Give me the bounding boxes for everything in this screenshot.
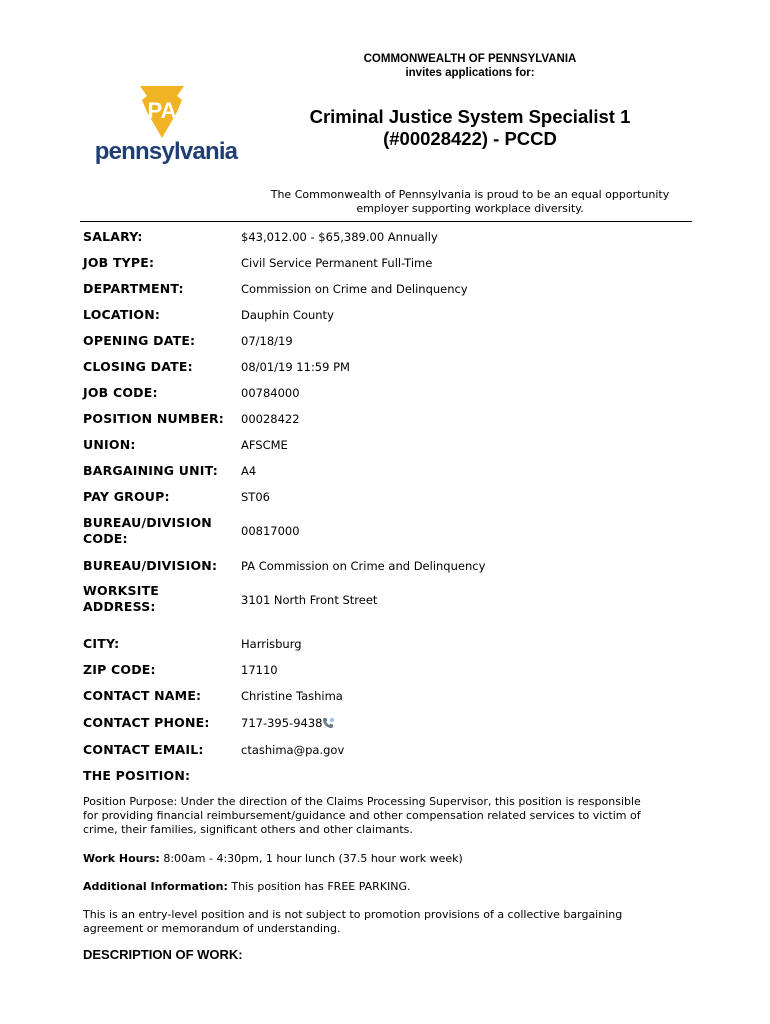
contact-phone-link[interactable]: 717-395-9438	[241, 716, 323, 730]
field-label: BUREAU/DIVISION:	[83, 558, 218, 573]
work-hours	[83, 852, 683, 866]
field-label-line1: WORKSITE	[83, 583, 160, 598]
additional-information	[83, 880, 683, 894]
job-title-line2: (#00028422) - PCCD	[383, 128, 557, 149]
field-value: Dauphin County	[241, 308, 334, 322]
field-label: BARGAINING UNIT:	[83, 463, 218, 478]
field-label	[83, 515, 235, 547]
job-title-line1: Criminal Justice System Specialist 1	[309, 106, 631, 127]
field-label	[83, 583, 235, 615]
field-label: UNION:	[83, 437, 136, 452]
eeo-line2: employer supporting workplace diversity.	[356, 202, 584, 215]
description-of-work-heading: DESCRIPTION OF WORK:	[83, 947, 243, 962]
position-purpose-line3: crime, their families, significant others and other claimants.	[83, 823, 413, 836]
header-line1: COMMONWEALTH OF PENNSYLVANIA	[363, 53, 577, 65]
field-value: Christine Tashima	[241, 689, 343, 703]
field-value: 07/18/19	[241, 334, 293, 348]
additional-information-value: This position has FREE PARKING.	[227, 880, 411, 893]
keystone-text: PA	[147, 98, 177, 123]
work-hours-label: Work Hours:	[83, 852, 160, 865]
field-label: CLOSING DATE:	[83, 359, 193, 374]
field-value: Civil Service Permanent Full-Time	[241, 256, 433, 270]
field-value: 08/01/19 11:59 PM	[241, 360, 350, 374]
field-label: CONTACT EMAIL:	[83, 742, 204, 757]
position-purpose	[83, 795, 683, 837]
entry-level-note-line1: This is an entry-level position and is not subject to promotion provisions of a collective bargaining	[83, 908, 623, 921]
field-value: 00817000	[241, 524, 300, 538]
field-label: LOCATION:	[83, 307, 161, 322]
header-intro	[250, 52, 690, 80]
pennsylvania-logo	[92, 84, 240, 170]
field-label: ZIP CODE:	[83, 662, 156, 677]
field-label: CONTACT PHONE:	[83, 715, 210, 730]
field-value-wrap	[241, 715, 334, 731]
work-hours-value: 8:00am - 4:30pm, 1 hour lunch (37.5 hour work week)	[159, 852, 463, 865]
field-value: PA Commission on Crime and Delinquency	[241, 559, 486, 573]
eeo-statement	[250, 188, 690, 216]
eeo-line1: The Commonwealth of Pennsylvania is proud to be an equal opportunity	[270, 188, 670, 201]
field-value: Commission on Crime and Delinquency	[241, 282, 468, 296]
field-label: POSITION NUMBER:	[83, 411, 224, 426]
field-label: JOB TYPE:	[83, 255, 155, 270]
position-purpose-line1: Position Purpose: Under the direction of the Claims Processing Supervisor, this position is responsible	[83, 795, 641, 808]
header-divider	[80, 221, 692, 222]
field-label: SALARY:	[83, 229, 143, 244]
header-line2: invites applications for:	[405, 67, 535, 79]
field-value: Harrisburg	[241, 637, 302, 651]
additional-information-label: Additional Information:	[83, 880, 228, 893]
field-value: 17110	[241, 663, 278, 677]
field-value: 00784000	[241, 386, 300, 400]
field-value: 3101 North Front Street	[241, 593, 378, 607]
phone-icon[interactable]	[322, 717, 334, 729]
field-label: PAY GROUP:	[83, 489, 170, 504]
field-value: AFSCME	[241, 438, 288, 452]
entry-level-note	[83, 908, 683, 936]
field-label: CONTACT NAME:	[83, 688, 202, 703]
position-heading: THE POSITION:	[83, 768, 191, 783]
field-value: 00028422	[241, 412, 300, 426]
field-label: JOB CODE:	[83, 385, 158, 400]
field-label: DEPARTMENT:	[83, 281, 184, 296]
job-title	[250, 106, 690, 150]
entry-level-note-line2: agreement or memorandum of understanding.	[83, 922, 341, 935]
field-label-line1: BUREAU/DIVISION	[83, 515, 212, 530]
keystone-icon	[136, 84, 188, 140]
field-label: CITY:	[83, 636, 120, 651]
contact-email-link[interactable]: ctashima@pa.gov	[241, 743, 345, 757]
position-purpose-line2: for providing financial reimbursement/guidance and other compensation related services to victim of	[83, 809, 641, 822]
field-value: ST06	[241, 490, 270, 504]
field-label-line2: ADDRESS:	[83, 599, 156, 614]
field-label-line2: CODE:	[83, 531, 128, 546]
field-label: OPENING DATE:	[83, 333, 196, 348]
field-value: A4	[241, 464, 257, 478]
logo-wordmark: pennsylvania	[94, 138, 238, 165]
field-value: $43,012.00 - $65,389.00 Annually	[241, 230, 438, 244]
